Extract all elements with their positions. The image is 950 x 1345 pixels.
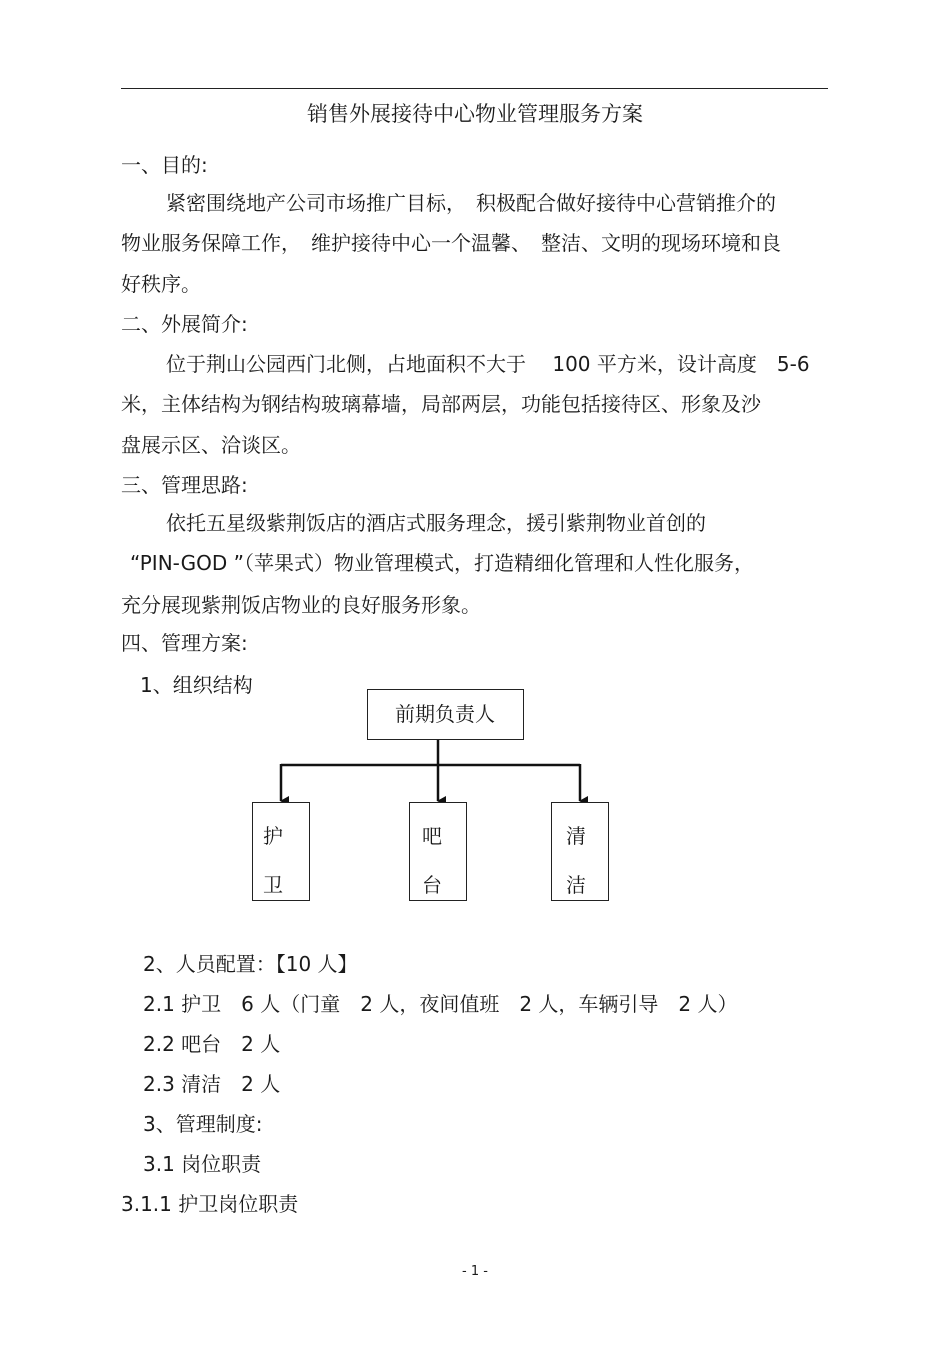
org-child-guard-char-2: 卫 [263, 873, 283, 897]
document-title: 销售外展接待中心物业管理服务方案 [307, 102, 643, 126]
rules-subheading-3-1-1: 3.1.1 护卫岗位职责 [121, 1192, 299, 1216]
org-root-box [367, 689, 524, 740]
section-3-paragraph-line-1: 依托五星级紫荆饭店的酒店式服务理念，援引紫荆物业首创的 [166, 511, 706, 535]
staffing-item-bar: 2.2 吧台 2 人 [143, 1032, 281, 1056]
org-child-bar-char-1: 吧 [422, 824, 442, 848]
section-3-paragraph-line-3: 充分展现紫荆饭店物业的良好服务形象。 [121, 593, 481, 617]
org-child-box-bar [409, 802, 467, 901]
org-child-cleaning-char-1: 清 [566, 824, 586, 848]
section-3-paragraph-line-2: “PIN-GOD ”（苹果式）物业管理模式，打造精细化管理和人性化服务， [130, 551, 754, 575]
page-number: - 1 - [462, 1264, 488, 1279]
section-2-paragraph-line-3: 盘展示区、洽谈区。 [121, 433, 301, 457]
org-child-box-guard [252, 802, 310, 901]
section-4-heading: 四、管理方案: [121, 631, 248, 655]
section-2-heading: 二、外展简介: [121, 312, 248, 336]
org-child-box-cleaning [551, 802, 609, 901]
org-root-label: 前期负责人 [395, 702, 495, 726]
section-4-1-heading: 1、组织结构 [140, 673, 253, 697]
section-2-paragraph-line-1: 位于荆山公园西门北侧，占地面积不大于 100 平方米，设计高度 5-6 [166, 352, 810, 376]
staffing-heading: 2、人员配置：【10 人】 [143, 952, 358, 976]
staffing-item-cleaning: 2.3 清洁 2 人 [143, 1072, 281, 1096]
section-3-heading: 三、管理思路: [121, 473, 248, 497]
section-1-paragraph-line-2: 物业服务保障工作， 维护接待中心一个温馨、 整洁、文明的现场环境和良 [121, 231, 781, 255]
org-child-cleaning-char-2: 洁 [566, 873, 586, 897]
section-1-paragraph-line-1: 紧密围绕地产公司市场推广目标， 积极配合做好接待中心营销推介的 [166, 191, 776, 215]
staffing-item-guard: 2.1 护卫 6 人（门童 2 人，夜间值班 2 人，车辆引导 2 人） [143, 992, 738, 1016]
org-child-guard-char-1: 护 [263, 824, 283, 848]
rules-heading: 3、管理制度: [143, 1112, 263, 1136]
section-1-heading: 一、目的: [121, 153, 208, 177]
rules-subheading-3-1: 3.1 岗位职责 [143, 1152, 262, 1176]
section-1-paragraph-line-3: 好秩序。 [121, 272, 201, 296]
section-2-paragraph-line-2: 米，主体结构为钢结构玻璃幕墙，局部两层，功能包括接待区、形象及沙 [121, 392, 761, 416]
org-child-bar-char-2: 台 [422, 873, 442, 897]
